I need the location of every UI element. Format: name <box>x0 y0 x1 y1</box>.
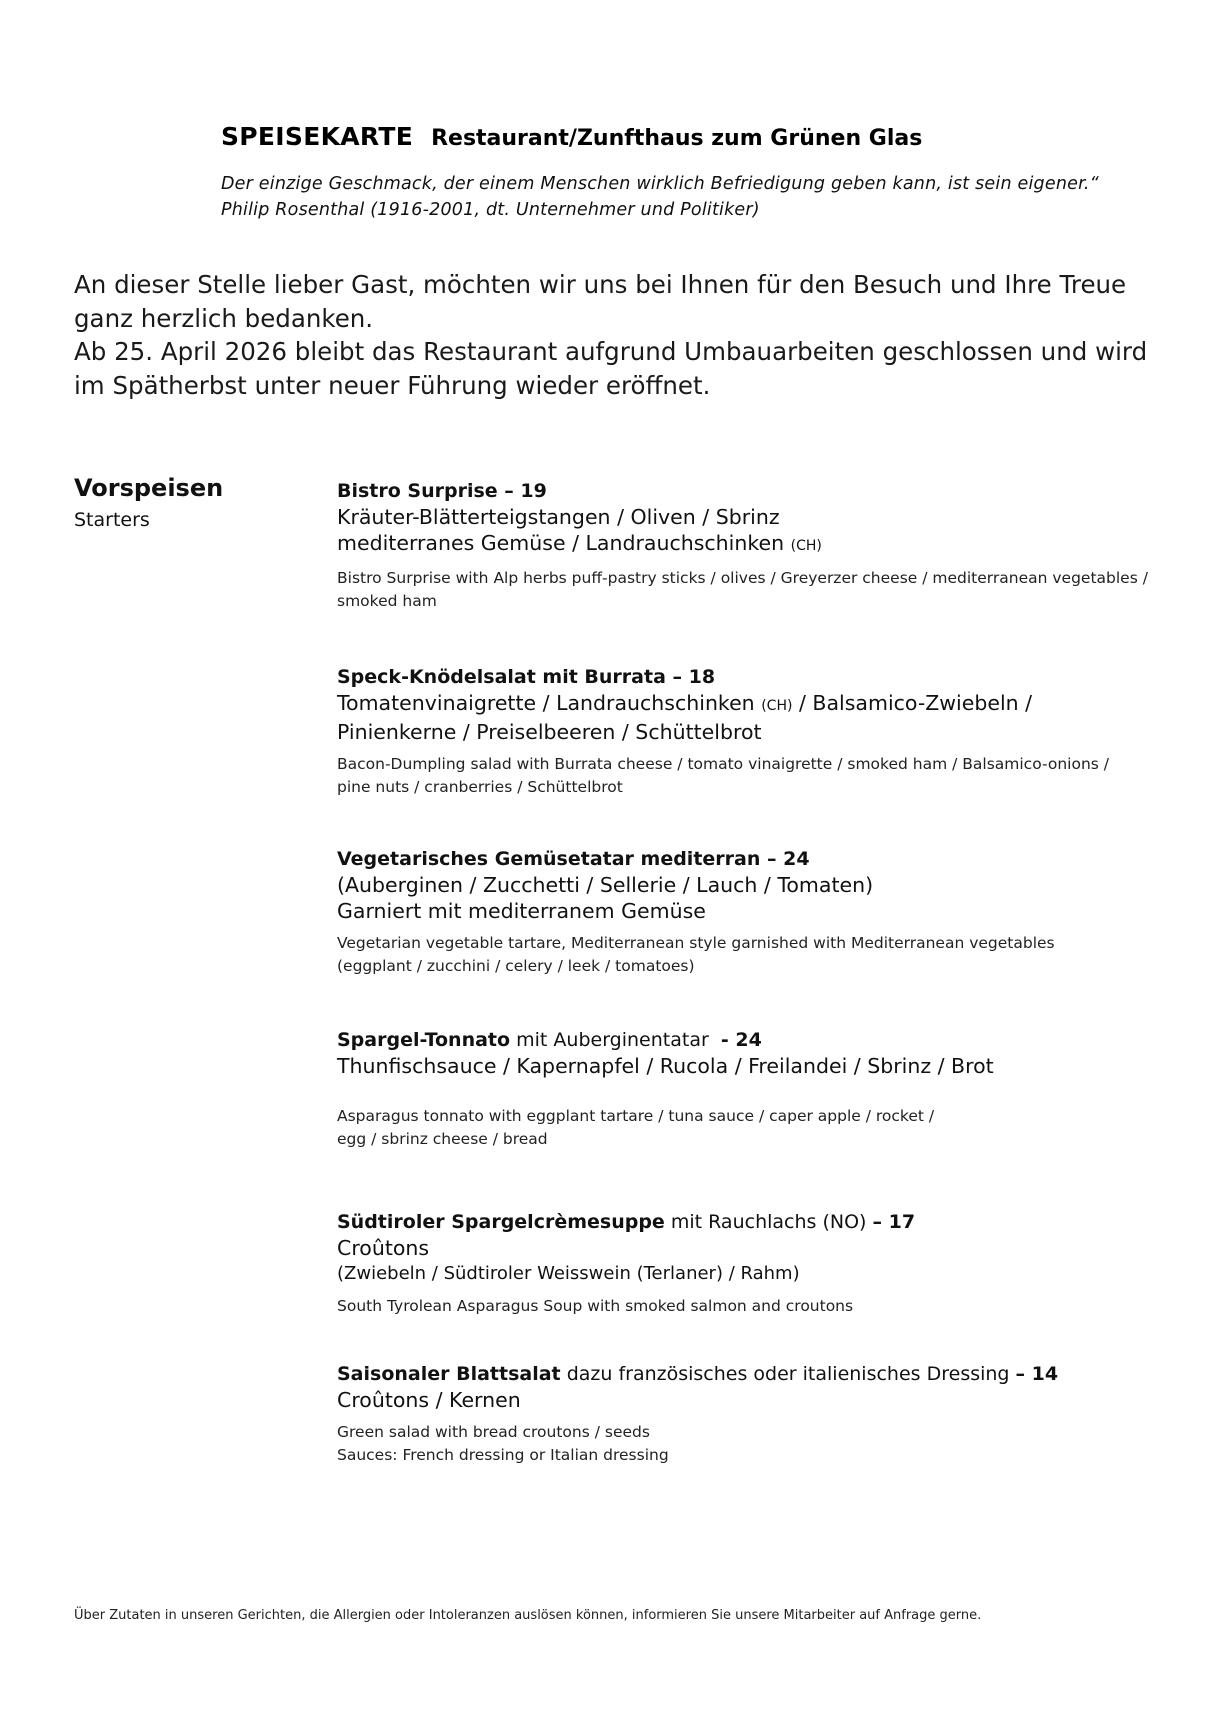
dish-en-line: smoked ham <box>337 592 437 610</box>
origin-tag: (CH) <box>761 698 793 714</box>
dish-de-line: Croûtons / Kernen <box>337 1388 521 1412</box>
quote <box>221 171 1181 223</box>
dish-de-text: Tomatenvinaigrette / Landrauchschinken <box>337 691 755 715</box>
dish-de-line: (Zwiebeln / Südtiroler Weisswein (Terlaner) / Rahm) <box>337 1263 800 1284</box>
dish-de-line: Croûtons <box>337 1236 430 1260</box>
dish-en-line: egg / sbrinz cheese / bread <box>337 1130 548 1148</box>
dish-de-text: / Balsamico-Zwiebeln / <box>798 691 1033 715</box>
dish-gemuesetatar <box>337 846 1167 978</box>
dish-description-en <box>337 1421 1167 1467</box>
dish-description-en <box>337 753 1167 799</box>
origin-tag: (CH) <box>790 538 822 554</box>
dish-description-en <box>337 1295 1167 1318</box>
dish-en-line: pine nuts / cranberries / Schüttelbrot <box>337 778 623 796</box>
dish-name: Bistro Surprise – 19 <box>337 480 547 502</box>
section-subtitle: Starters <box>74 509 150 531</box>
dish-price: – 14 <box>1015 1363 1059 1385</box>
quote-text: Der einzige Geschmack, der einem Menschen wirklich Befriedigung geben kann, ist sein eigener.“ <box>221 174 1099 194</box>
dish-description-de <box>337 872 1167 924</box>
dish-description-de <box>337 1053 1167 1079</box>
intro-thanks: An dieser Stelle lieber Gast, möchten wir uns bei Ihnen für den Besuch und Ihre Treue ganz herzlich bedanken. <box>74 270 1127 333</box>
dish-description-de <box>337 1235 1167 1287</box>
dish-name-bold: Südtiroler Spargelcrèmesuppe <box>337 1211 665 1233</box>
dish-name-extra: mit Auberginentatar <box>516 1029 709 1051</box>
dish-name: Vegetarisches Gemüsetatar mediterran – 24 <box>337 848 810 870</box>
dish-en-line: Bistro Surprise with Alp herbs puff-pastry sticks / olives / Greyerzer cheese / mediterranean vegetables / <box>337 569 1148 587</box>
dish-name <box>337 1027 1167 1053</box>
menu-header <box>221 122 1181 223</box>
dish-de-line: Thunfischsauce / Kapernapfel / Rucola / Freilandei / Sbrinz / Brot <box>337 1054 994 1078</box>
dish-de-text: mediterranes Gemüse / Landrauchschinken <box>337 531 785 555</box>
dish-en-line: South Tyrolean Asparagus Soup with smoked salmon and croutons <box>337 1297 854 1315</box>
dish-name-bold: Saisonaler Blattsalat <box>337 1363 561 1385</box>
dish-name-extra: mit Rauchlachs (NO) <box>670 1211 867 1233</box>
dish-name <box>337 1209 1167 1235</box>
dish-de-line <box>337 530 1167 559</box>
dish-description-en <box>337 1105 1167 1151</box>
dish-de-line: (Auberginen / Zucchetti / Sellerie / Lauch / Tomaten) <box>337 873 874 897</box>
dish-de-line: Kräuter-Blätterteigstangen / Oliven / Sbrinz <box>337 505 780 529</box>
intro-closure: Ab 25. April 2026 bleibt das Restaurant aufgrund Umbauarbeiten geschlossen und wird im Spätherbst unter neuer Führung wieder eröffnet. <box>74 337 1148 400</box>
section-title: Vorspeisen <box>74 474 224 502</box>
dish-en-line: Green salad with bread croutons / seeds <box>337 1423 650 1441</box>
dish-name-extra: dazu französisches oder italienisches Dressing <box>566 1363 1010 1385</box>
dish-description-de <box>337 690 1167 745</box>
menu-title-line <box>221 122 1181 151</box>
dish-de-line: Pinienkerne / Preiselbeeren / Schüttelbrot <box>337 720 762 744</box>
dish-en-line: Asparagus tonnato with eggplant tartare / tuna sauce / caper apple / rocket / <box>337 1107 935 1125</box>
dish-name: Speck-Knödelsalat mit Burrata – 18 <box>337 666 716 688</box>
dish-description-en <box>337 932 1167 978</box>
dish-name <box>337 1361 1167 1387</box>
restaurant-name: Restaurant/Zunfthaus zum Grünen Glas <box>431 126 923 151</box>
dish-bistro-surprise <box>337 478 1167 613</box>
dish-description-de <box>337 1387 1167 1413</box>
dish-en-line: (eggplant / zucchini / celery / leek / tomatoes) <box>337 957 695 975</box>
allergen-note: Über Zutaten in unseren Gerichten, die Allergien oder Intoleranzen auslösen können, informieren Sie unsere Mitarbeiter auf Anfrage gerne. <box>74 1608 982 1623</box>
dish-price: – 17 <box>872 1211 916 1233</box>
dish-speck-knoedelsalat <box>337 664 1167 799</box>
dish-en-line: Vegetarian vegetable tartare, Mediterranean style garnished with Mediterranean vegetables <box>337 934 1055 952</box>
dish-description-de <box>337 504 1167 559</box>
dish-en-line: Bacon-Dumpling salad with Burrata cheese / tomato vinaigrette / smoked ham / Balsamico-onions / <box>337 755 1109 773</box>
dish-blattsalat <box>337 1361 1167 1467</box>
intro-text <box>74 268 1184 402</box>
dish-name-bold: Spargel-Tonnato <box>337 1029 511 1051</box>
quote-author: Philip Rosenthal (1916-2001, dt. Unternehmer und Politiker) <box>221 200 760 220</box>
dish-spargelcremesuppe <box>337 1209 1167 1318</box>
dish-description-en <box>337 567 1167 613</box>
dish-price: - 24 <box>720 1029 762 1051</box>
menu-title: SPEISEKARTE <box>221 122 414 151</box>
dish-en-line: Sauces: French dressing or Italian dressing <box>337 1446 669 1464</box>
dish-spargel-tonnato <box>337 1027 1167 1151</box>
dish-de-line <box>337 690 1167 719</box>
section-heading <box>74 473 223 537</box>
dish-de-line: Garniert mit mediterranem Gemüse <box>337 899 706 923</box>
